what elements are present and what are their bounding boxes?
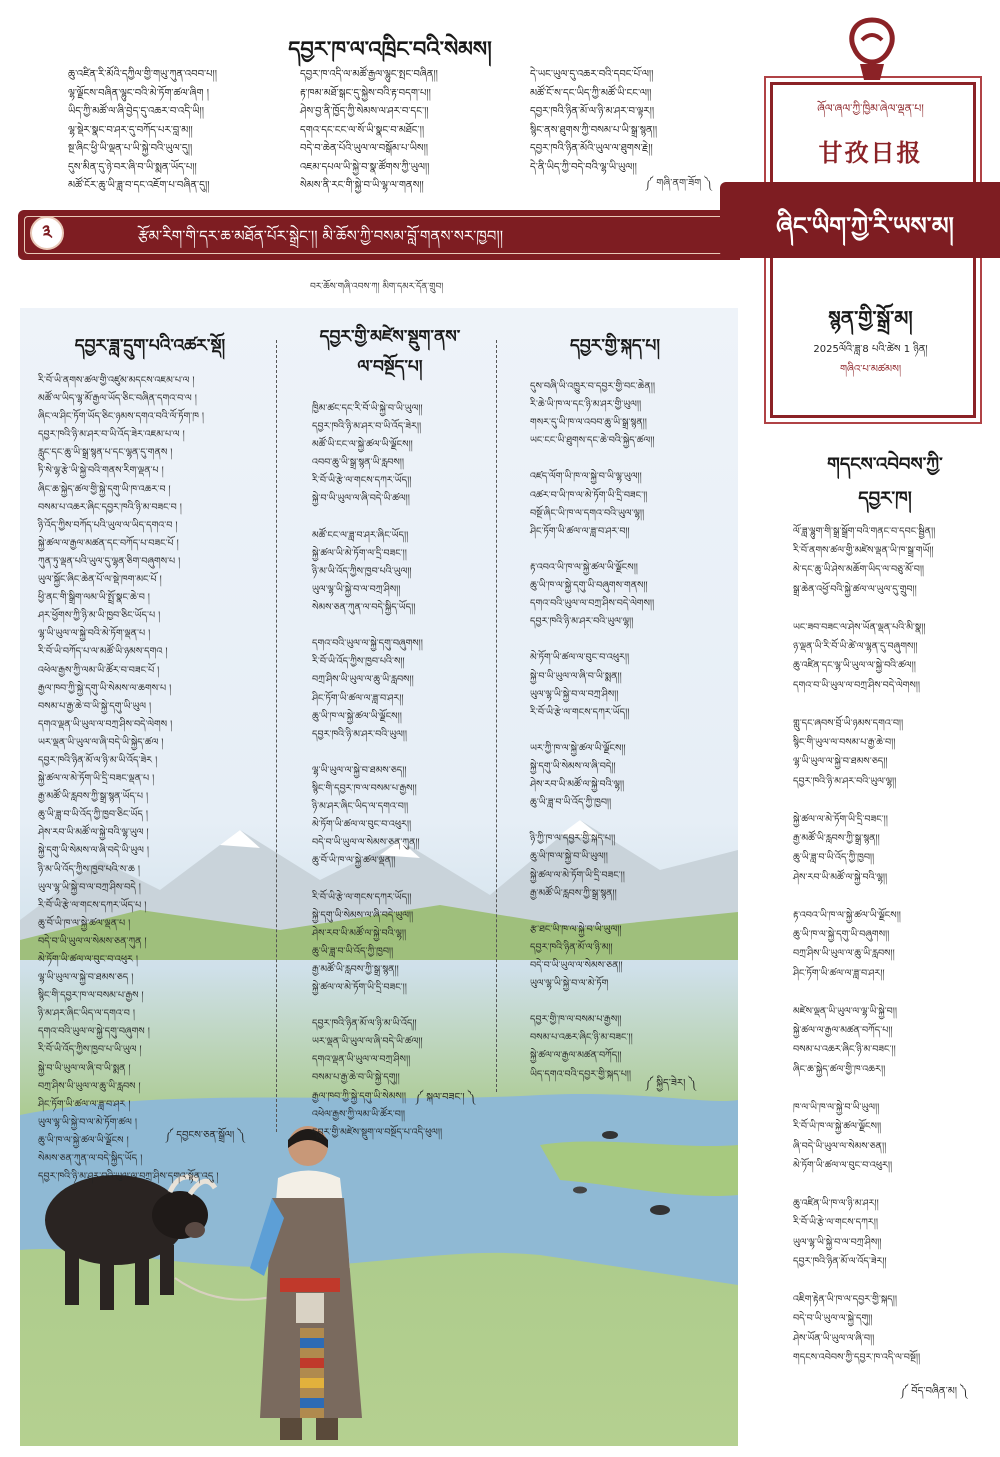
poem-line: དབྱར་ཁའི་ཉི་མ་ཤར་བའི་ཡུལ།། — [312, 728, 408, 740]
poem-line: རྒྱ་མཚོ་ཡི་རླབས་ཀྱི་སྒྲ་སྙན།། — [793, 833, 880, 845]
poem-line: ཉི་མ་ཡི་འོད་ཀྱིས་ཁྱབ་པའི་ས་ཆ ། — [38, 863, 141, 875]
poem-line: རྒྱ་མཚོ་ཡི་རླབས་ཀྱི་སྒྲ་སྙན་ཡོད་པ ། — [38, 791, 149, 803]
poem-line: བདེ་བ་ཡི་ཡུལ་ལ་སེམས་ཅན་ཀུན།། — [312, 837, 420, 849]
poem-line: ཆུ་ཡི་ཁ་ལ་སྐྱེ་དགུ་ཡི་བཞུགས་གནས།། — [530, 580, 648, 592]
poem-line: ཆུ་འཛིན་རི་མོའི་དཀྱིལ་གྱི་གཡུ་ཀུན་འབབ་པ།། — [68, 69, 217, 80]
poem-line: རི་བོ་ཡི་འོད་ཀྱིས་ཁྱབ་པ་ཡི་ཡུལ ། — [38, 1044, 142, 1056]
poem-line — [312, 509, 442, 527]
poem-line — [793, 695, 935, 714]
poem-line: རྟ་འབའ་ཡི་ཁ་ལ་སྐྱེ་ཚལ་ཡི་ལྗོངས།། — [793, 910, 901, 922]
top-poem-col-3 — [530, 66, 657, 177]
poem-line — [312, 997, 442, 1015]
poem-line — [793, 791, 935, 810]
column-1-signature: ༼ དབྱངས་ཅན་སྒྲོལ། ༽ — [165, 1130, 245, 1141]
poem-line — [530, 812, 655, 830]
poem-line: ཡུལ་ལྷ་ཡི་སྐྱེ་བ་ལ་བཀྲ་ཤིས།། — [312, 583, 401, 595]
poem-line: སྐྱེ་དགུ་ཡི་སེམས་ལ་ཞི་བདེ་ཡུལ།། — [312, 909, 414, 921]
poem-line: ཆུ་འཛིན་ཡི་ཁ་ལ་ཉི་མ་ཤར།། — [793, 1198, 879, 1210]
poem-line: སྔ་ཞིང་ཕྱི་ཡི་ལྡན་པ་ཡི་སྐྱེ་བའི་ཡུལ་དུ།། — [68, 143, 193, 154]
poem-line: མེ་ཏོག་ཡི་ཚལ་ལ་བུང་བ་འཕུར།། — [312, 819, 412, 831]
poem-line: རི་བོ་ཡི་རྩེ་ལ་གངས་དཀར་ཡོད།། — [312, 475, 412, 487]
poem-line: དབྱར་ཁའི་ཉིན་མོ་ལ་ཉི་མ་ཤར་བ་ལྟར།། — [530, 106, 655, 117]
column-1-body — [38, 372, 219, 1186]
poem-line: བསམ་པ་འཆར་ཞིང་དབྱར་ཁའི་ཉི་མ་བཟང་བ ། — [38, 501, 182, 513]
poem-line: དབྱར་ཁ་འདི་ལ་མཚོ་རྒྱལ་ལྷུང་སྤང་བཞིན།། — [300, 69, 438, 80]
poem-line: རླུང་དང་ཆུ་ཡི་སྒྲ་སྙན་པ་དང་ལྷན་དུ་གནས ། — [38, 447, 173, 459]
poem-line: དབྱར་གྱི་མཛེས་སྡུག་ལ་བསྔོད་པ་འདི་ཕུལ།། — [312, 1126, 443, 1138]
poem-line: བཀྲ་ཤིས་ཡི་ཡུལ་ལ་ཆུ་ཡི་རླབས།། — [312, 674, 414, 686]
poem-line: ཆུ་བོ་ཡི་ཁ་ལ་སྐྱེ་ཚལ་ལྡན།། — [312, 855, 396, 867]
poem-line: ཀུན་ཏུ་ལྡན་པའི་ཡུལ་དུ་ལྷན་ཅིག་བཞུགས་པ ། — [38, 555, 181, 567]
poem-line: སེམས་ཅན་ཀུན་ལ་བདེ་སྐྱིད་ཡོད ། — [38, 1153, 143, 1165]
poem-line: གསར་དུ་ཡི་ཁ་ལ་འབབ་ཆུ་ཡི་སྒྲ་སྙན།། — [530, 417, 647, 429]
editor-credit: བར་ཆོས་གཞི་འབས་ཀ། མིག་དམར་དོན་གྲུབ། — [310, 282, 444, 292]
poem-line: ཡུལ་ལྷ་ཡི་སྐྱེ་བ་ལ་མེ་ཏོག་ཚལ ། — [38, 1116, 137, 1128]
poem-line: ལྷ་ཡི་ཡུལ་ལ་སྐྱེ་བ་ཐམས་ཅད།། — [793, 756, 888, 768]
poem-line: ཡང་ཟབ་བཟང་ལ་ཤེས་ཡོན་ལྡན་པའི་མི་སྣ།། — [793, 622, 926, 634]
poem-line: འབབ་ཆུ་ཡི་སྒྲ་སྙན་ཡི་རླབས།། — [312, 457, 404, 469]
poem-line: རི་བོ་ཡི་འོད་ཀྱིས་ཁྱབ་པའི་ས།། — [312, 656, 405, 668]
poem-line — [530, 993, 655, 1011]
poem-line: རི་ཆེ་ཡི་ཁ་ལ་དང་ཉི་མ་ཤར་གྱི་ཡུལ།། — [530, 399, 642, 411]
poem-line: སྙིང་གི་ཡུལ་ལ་བསམ་པ་རྒྱ་ཆེ་བ།། — [793, 737, 896, 749]
poem-line: ཆུ་ཡི་ཁ་ལ་སྐྱེ་ཚལ་ཡི་ལྗོངས ། — [38, 1134, 129, 1146]
poem-line: དུས་བཞི་ཡི་འཁྱུར་བ་དབྱར་གྱི་བང་ཆེན།། — [530, 381, 655, 392]
banner-slogan: རྩོམ་རིག་གི་དར་ཆ་མཐོན་པོར་སྒྲེང་།། མི་ཆོས་ཀྱི་བསམ་བློ་གནས་སར་ཁྱབ།། — [138, 227, 504, 245]
poem-line: ཡུལ་ལྷ་ཡི་སྐྱེ་བ་ལ་བཀྲ་ཤིས།། — [793, 1236, 882, 1248]
poem-line: འཕེལ་རྒྱས་ཀྱི་ལམ་ཡི་ཚོར་བ།། — [312, 1108, 406, 1120]
column-2-signature: ༼ སྐལ་བཟང་། ༽ — [415, 1092, 475, 1103]
poem-line: ལྷ་ཡི་ཡུལ་ལ་སྐྱེ་བ་ཐམས་ཅད།། — [312, 764, 407, 776]
poem-line: དགའ་བའི་ཡུལ་ལ་བཀྲ་ཤིས་བདེ་ལེགས།། — [530, 598, 655, 610]
poem-line: མཚོ་ངང་ལ་ཟླ་བ་ཤར་ཞིང་ཡོད།། — [312, 529, 409, 541]
poem-line: སྐྱེ་ཚལ་ལ་རྒྱལ་མཚན་དང་བཀོད་པ་བཟང་པོ ། — [38, 537, 179, 549]
newspaper-title: ཞིང་ཡིག་ཀྱེ་རི་ཡས་མ། — [776, 212, 954, 240]
column-divider — [496, 340, 497, 1092]
column-3-body — [530, 378, 655, 1084]
page-number-badge: ༣ — [30, 216, 64, 250]
edition-label: གཞིའ་པ་མཚམས། — [839, 364, 902, 375]
poem-line: རྩ་ཐང་ཡི་ཁ་ལ་སྐྱེ་བ་ཡི་ཡུལ།། — [530, 923, 622, 935]
poem-line: ཤིང་ཏོག་ཡི་ཚལ་ལ་ཟླ་བ་ཤར་བ།། — [530, 525, 630, 537]
poem-line: ཤེས་རབ་ཡི་མཚོ་ལ་སྐྱེ་བའི་ལྷ།། — [530, 779, 625, 791]
poem-line: སྐྱེ་དགུ་ཡི་སེམས་ལ་ཞི་བདེ་ཡི་ཡུལ ། — [38, 845, 149, 857]
poem-line: ཆུ་ཡི་ཟླ་བ་ཡི་འོད་ཀྱི་ཁྱབ་ཅིང་ཡོད ། — [38, 809, 148, 821]
poem-line: རི་བོ་ཡི་རྩེ་ལ་གངས་དཀར་ཡོད།། — [312, 891, 412, 903]
poem-line — [793, 983, 935, 1002]
poem-line: སྐྱེ་ཚལ་ལ་མེ་ཏོག་ཡི་དྲི་བཟང་།། — [530, 869, 625, 881]
poem-line: སྐྱེ་ཚལ་ལ་རྒྱལ་མཚན་བཀོད་པ།། — [793, 1025, 893, 1037]
poem-line — [793, 1079, 935, 1098]
poem-line: སྐྱེ་ཚལ་ལ་མེ་ཏོག་ཡི་དྲི་བཟང་།། — [793, 814, 888, 826]
poem-line: རི་བོ་ཡི་རྩེ་ལ་གངས་དཀར།། — [793, 1217, 878, 1229]
poem-line: གདངས་འབེབས་ཀྱི་དབྱར་ཁ་འདི་ལ་བསྔོ།། — [793, 1351, 921, 1363]
poem-line — [793, 1271, 935, 1290]
poem-line: ལོ་ཟླ་ལྷུག་གི་སྒྲ་སྒྲོག་བའི་གནང་བ་དབང་སྦྱིན།། — [793, 526, 936, 537]
poem-line: ཡར་ལྡན་ཡི་ཡུལ་ལ་ཞི་བདེ་ཡི་སྐྱེད་ཚལ ། — [38, 736, 164, 748]
right-poem-signature: ༼ བོད་བཞིན་མ། ༽ — [900, 1386, 968, 1397]
poem-line: དབྱར་ཁའི་ཉིན་མོ་ལ་ཉི་མ།། — [530, 941, 613, 953]
poem-line: སྐྱེ་དགུ་ཡི་སེམས་ལ་ཞི་བདེ།། — [530, 760, 616, 772]
column-3-title: དབྱར་གྱི་སྐད་པ། — [570, 336, 660, 356]
poem-line: འཛད་ལོག་ཡི་ཁ་ལ་སྐྱེ་བ་ཡི་ལྷ་ཡུལ།། — [530, 471, 642, 483]
poem-line: ཡར་ལྡན་ཡི་ཡུལ་ལ་ཞི་བདེ་ཡི་ཚལ།། — [312, 1036, 423, 1048]
poem-line: མཚོ་ལ་ཡིད་ལྷ་མོ་རྒྱལ་ཡོད་ཅིང་བཞིན་དགའ་བ་ལ ། — [38, 393, 197, 405]
poem-line: དེ་ཡང་ཡུལ་དུ་འཆར་བའི་དབང་པོ་ལ།། — [530, 69, 654, 80]
poem-line: བདེ་བ་ཡི་ཡུལ་ལ་སྐྱེ་དགུ།། — [793, 1313, 873, 1325]
poem-line: བསམ་པ་འཆར་ཞིང་ཉི་མ་བཟང་།། — [530, 1032, 633, 1044]
poem-line — [530, 903, 655, 921]
poem-line: མེ་ཏོག་ཡི་ཚལ་ལ་བུང་བ་འཕུར ། — [38, 954, 138, 965]
poem-line: སྐྱེ་ཚལ་ལ་མེ་ཏོག་ཡི་དྲི་བཟང་།། — [312, 982, 407, 993]
poem-line: ཤིང་ཏོག་ཡི་ཚལ་ལ་ཟླ་བ་ཤར།། — [312, 692, 404, 704]
poem-line: སྙིང་གི་དབྱར་ཁ་ལ་བསམ་པ་རྒྱས།། — [312, 782, 417, 794]
poem-line: ཕྱི་ནང་གི་སྒྲིག་ལམ་ཡི་སྤྲོ་སྣང་ཆེ་བ ། — [38, 592, 150, 604]
poem-line: འཇམ་དཔལ་ཡི་སྐྱེ་བ་སྣ་ཚོགས་ཀྱི་ཡུལ།། — [300, 161, 430, 173]
poem-line: ལྷ་ལྗོངས་བཞིན་ལྷུང་བའི་མེ་ཏོག་ཚལ་ཞིག ། — [68, 87, 209, 99]
poem-line: མཚོ་ཡི་ངང་ལ་སྐྱེ་ཚལ་ཡི་ལྗོངས།། — [312, 439, 413, 451]
poem-line: ཡུལ་ལྷ་ཡི་སྐྱེ་བ་ལ་མེ་ཏོག — [530, 978, 609, 990]
poem-line: ཆུ་ཡི་ཟླ་བ་ཡི་འོད་ཀྱི་ཁྱབ།། — [793, 852, 875, 864]
poem-line: ཡུལ་སྐྱོང་ཞིང་ཆེན་པོ་ལ་སྡེ་ཁག་མང་པོ ། — [38, 574, 162, 586]
poem-line: འཚར་བ་ཡི་ཁ་ལ་མེ་ཏོག་ཡི་དྲི་བཟང་།། — [530, 489, 648, 501]
poem-line: ཁ་ལ་ཡི་ཁ་ལ་སྐྱེ་བ་ཡི་ཡུལ།། — [793, 1102, 880, 1114]
poem-line: ཡུལ་ལྷ་ཡི་སྐྱེ་བ་ལ་བཀྲ་ཤིས།། — [530, 688, 619, 700]
poem-line: དགའ་དང་ངང་ལ་སོ་ཡི་སྣང་བ་མཐོང་།། — [300, 124, 425, 136]
poem-line: ཉི་མ་ཤར་ཞིང་ཡིད་ལ་དགའ་བ།། — [312, 801, 409, 813]
poem-line: དགའ་བའི་ཡུལ་ལ་སྐྱེ་དགུ་བཞུགས ། — [38, 1026, 150, 1038]
poem-line: ཡིད་ཀྱི་མཚོ་ལ་ཞི་བྱེད་དུ་འཆར་བ་འདི་ཡི།། — [68, 106, 204, 117]
poem-line: སྐྱེ་ཚལ་ལ་མེ་ཏོག་ཡི་དྲི་བཟང་ལྡན་པ ། — [38, 773, 155, 785]
poem-line: ཉི་ཀྱི་ཁ་ལ་དབྱར་གྱི་སྐད་པ།། — [530, 833, 616, 845]
poem-line: ལྷ་ཡི་ཡུལ་ལ་སྐྱེ་བ་ཐམས་ཅད ། — [38, 972, 134, 984]
poem-line: ཞི་བདེ་ཡི་ཡུལ་ལ་སེམས་ཅན།། — [793, 1140, 887, 1152]
poem-line: དབྱར་ཁའི་ཉི་མ་ཤར་བ་ཡི་འོད་ཟེར།། — [312, 421, 422, 433]
poem-line: དབྱར་ཁའི་ཉི་མ་ཤར་བའི་ཡུལ་ལྷ།། — [530, 616, 634, 628]
column-2-title — [290, 322, 490, 382]
poem-line — [312, 617, 442, 635]
poem-line — [312, 744, 442, 762]
poem-line: བསམ་པ་རྒྱ་ཆེ་བ་ཡི་སྐྱེ་དགུ་ཡི་ཡུལ ། — [38, 700, 152, 712]
poem-line: བཀྲ་ཤིས་ཡི་ཡུལ་ལ་ཆུ་ཡི་རླབས།། — [793, 948, 895, 960]
poem-line — [530, 450, 655, 468]
poem-line: ཡིད་དགའ་བའི་དབྱར་གྱི་སྐད་པ།། — [530, 1068, 632, 1080]
masthead-top-line: ཞོལ་ཞལ་ཀྱི་ཁྱིམ་ཞེལ་ལྡན་པ། — [817, 102, 924, 115]
poem-line — [793, 599, 935, 618]
poem-line: ཆུ་ཡི་ཟླ་བ་ཡི་འོད་ཀྱི་ཁྱབ།། — [530, 797, 612, 809]
poem-line: རི་བོ་ཡི་ནགས་ཚལ་གྱི་འཛུམ་མདངས་འཇམ་པ་ལ ། — [38, 375, 195, 386]
poem-line: ཁྱིམ་ཚང་དང་རི་བོ་ཡི་སྐྱེ་བ་ཡི་ཡུལ།། — [312, 403, 423, 414]
top-poem-title: དབྱར་ཁ་ལ་འཁྲིང་བའི་སེམས། — [288, 37, 492, 61]
poem-line: བསྔོ་ཞིང་ཡི་ཁ་ལ་དགའ་བའི་ཡུལ་ལྷ།། — [530, 507, 645, 519]
poem-line: བསམ་པ་འཆར་ཞིང་ཉི་མ་བཟང་།། — [793, 1044, 896, 1056]
poem-line: ཤར་ཕྱོགས་ཀྱི་ཉི་མ་ཡི་ཁྱབ་ཅིང་ཡོད་པ ། — [38, 610, 161, 622]
poem-line: དགའ་ལྡན་ཡི་ཡུལ་ལ་བཀྲ་ཤིས།། — [312, 1054, 411, 1066]
column-2-title-line-1: དབྱར་གྱི་མཛེས་སྡུག་ནས་ — [319, 327, 461, 347]
poem-line: ཤིང་ཏོག་ཡི་ཚལ་ལ་ཟླ་བ་ཤར།། — [793, 967, 885, 979]
poem-line — [793, 887, 935, 906]
poem-line: འཕེལ་རྒྱས་ཀྱི་ལམ་ཡི་ཚོར་བ་བཟང་པོ ། — [38, 664, 160, 676]
poem-line: རི་བོ་ཡི་རྩེ་ལ་གངས་དཀར་ཡོད།། — [530, 706, 630, 718]
poem-line: དགའ་བའི་ཡུལ་ལ་སྐྱེ་དགུ་བཞུགས།། — [312, 638, 423, 650]
poem-line: ཆུ་ཡི་ཟླ་བ་ཡི་འོད་ཀྱི་ཁྱབ།། — [312, 945, 394, 957]
poem-line: ལྷ་སྡེར་སྣང་བ་ཤར་དུ་བཀོད་པར་བླ་མ།། — [68, 124, 193, 136]
poem-line: འཇིག་རྟེན་ཡི་ཁ་ལ་དབྱར་གྱི་སྐད།། — [793, 1294, 897, 1306]
poem-line — [793, 1175, 935, 1194]
poem-line: རི་བོ་ཡི་བཀོད་པ་ལ་མཚོ་ཡི་ཉམས་དགའ ། — [38, 646, 168, 658]
poem-line: དབྱར་ཁའི་ཉི་མ་ཤར་བའི་ཡུལ་ལྷ།། — [793, 775, 897, 787]
poem-line: ཉི་མ་ཡི་འོད་ཀྱིས་ཁྱབ་པའི་ཡུལ།། — [312, 565, 412, 577]
poem-line: ཡུལ་ལྷ་ཡི་སྐྱེ་བ་ལ་བཀྲ་ཤིས་བདེ ། — [38, 881, 141, 893]
poem-line: མེ་ཏོག་ཡི་ཚལ་ལ་བུང་བ་འཕུར།། — [530, 652, 630, 664]
poem-line: ཞིང་ཆ་སྐྱེད་ཚལ་གྱི་ཁ་འཆར།། — [793, 1063, 886, 1075]
poem-line: ཆུ་བོ་ཡི་ཁ་ལ་སྐྱེ་ཚལ་ལྡན་པ ། — [38, 917, 131, 929]
section-name: སྙན་གྱི་སྒྲོ་མ། — [828, 306, 913, 330]
woman-figure-icon — [240, 1118, 380, 1448]
poem-line: རྟ་ཁམ་མཐོ་སྒང་དུ་སྐྱེས་བའི་རྟ་བདག་པ།། — [300, 87, 431, 99]
poem-line: སྒྲ་ཆེན་འཕྱོ་བའི་སྐྱེ་ཚལ་ལ་ཡུལ་དུ་གྲུབ།། — [793, 583, 917, 595]
poem-line: ཤིང་ཏོག་ཡི་ཚལ་ལ་ཟླ་བ་ཤར ། — [38, 1098, 131, 1110]
poem-line: དགའ་བ་ཡི་ཡུལ་ལ་བཀྲ་ཤིས་བདེ་ལེགས།། — [793, 679, 920, 691]
poem-line — [530, 541, 655, 559]
poem-line: བདེ་བ་ཡི་ཡུལ་ལ་སེམས་ཅན།། — [530, 960, 623, 971]
poem-line: ཡང་ངང་ཡི་ཐུགས་དང་ཆེ་བའི་སྐྱེད་ཚལ།། — [530, 435, 655, 447]
poem-line: ཞིང་ལ་ཤིང་ཏོག་ཡོད་ཅིང་ཉམས་དགའ་བའི་ལོ་ཏོག་ཁ ། — [38, 411, 205, 423]
poem-line: སེམས་ཅན་ཀུན་ལ་བདེ་སྐྱིད་ཡོད།། — [312, 602, 416, 614]
poem-line: མཚོ་ངོ་ས་དང་ཡིད་ཀྱི་མཚོ་ཡི་ངང་ལ།། — [530, 87, 652, 99]
poem-line: བདེ་བ་ཡི་ཡུལ་ལ་སེམས་ཅན་ཀུན ། — [38, 935, 147, 947]
poem-line: ལྷ་ཡི་ཡུལ་ལ་སྐྱེ་བའི་མེ་ཏོག་ལྡན་པ ། — [38, 628, 151, 640]
poem-line: དབྱར་ཁའི་ཉིན་མོའི་ཡུལ་ལ་ཐུགས་རྗེ།། — [530, 143, 653, 154]
column-2-title-line-2: ལ་བསྔོད་པ། — [357, 357, 423, 377]
masthead-chinese-title: 甘孜日报 — [818, 139, 923, 167]
poem-line: མེ་དང་ཆུ་ཡི་ཤེས་མཆོག་ཡིད་ལ་བཅུ་མོ་བ།། — [793, 564, 925, 576]
poem-line: ཤེས་བྱ་ནི་ཁྱོད་ཀྱི་སེམས་ལ་ཤར་བ་དང་།། — [300, 106, 429, 117]
poem-line: སྐྱེ་བ་ཡི་ཡུལ་ལ་ཞི་བ་ཡི་སྨན།། — [530, 670, 622, 682]
poem-line: རྒྱལ་ཁབ་ཀྱི་སྐྱེ་དགུ་ཡི་སེམས།། — [312, 1090, 406, 1102]
column-2-body — [312, 400, 442, 1142]
poem-line: བཀྲ་ཤིས་ཡི་ཡུལ་ལ་ཆུ་ཡི་རླབས ། — [38, 1080, 141, 1092]
poem-line: མཚོ་ངོར་ཆུ་ཡི་ཟླ་བ་དང་འཇོག་པ་བཞིན་དུ།། — [68, 180, 210, 191]
column-1-title: དབྱར་ཟླ་དྲུག་པའི་འཚར་སྡོ། — [74, 336, 226, 356]
poem-line: ཆུ་ཡི་ཁ་ལ་སྐྱེ་ཚལ་ཡི་ལྗོངས།། — [312, 710, 402, 722]
poem-line: ཉི་འོད་ཀྱིས་བཀོད་པའི་ཡུལ་ལ་ཡིད་དགའ་བ ། — [38, 519, 178, 531]
poem-line: སེམས་ནི་རང་གི་སྐྱེ་བ་ཡི་ལྷ་ལ་གནས།། — [300, 180, 424, 191]
poem-line: བསམ་པ་རྒྱ་ཆེ་བ་ཡི་སྐྱེ་དགུ།། — [312, 1072, 400, 1084]
poem-line: དབྱར་ཁའི་ཉི་མ་ཤར་བའི་ཡུལ་ལ་བཀྲ་ཤིས་དགའ་སྟོན་འདུ ། — [38, 1171, 219, 1183]
right-poem-title-line-1: གདངས་འབེབས་ཀྱི་ — [827, 454, 943, 475]
poem-line — [530, 631, 655, 649]
poem-line: ཤེས་རབ་ཡི་མཚོ་ལ་སྐྱེ་བའི་ལྷ།། — [312, 927, 407, 939]
top-poem-signature: ༼ གཞི་ནག་ཟོག ༽ — [645, 178, 712, 189]
poem-line: ཆུ་ཡི་ཁ་ལ་སྐྱེ་དགུ་ཡི་བཞུགས།། — [793, 929, 890, 941]
poem-line: ཞིང་ཆ་སྐྱེད་ཚལ་གྱི་སྐྱེ་དགུ་ཡི་ཁ་འཆར་བ ། — [38, 483, 171, 495]
poem-line: རྒྱ་མཚོ་ཡི་རླབས་ཀྱི་སྒྲ་སྙན།། — [530, 887, 617, 899]
poem-line: ཆུ་ཡི་ཁ་ལ་སྐྱེ་བ་ཡི་ཡུལ།། — [530, 851, 608, 863]
poem-line: རྒྱལ་ཁབ་ཀྱི་སྐྱེ་དགུ་ཡི་སེམས་ལ་ཆགས་པ ། — [38, 682, 172, 694]
poem-line: དབྱར་ཁའི་ཉིན་མོ་ལ་ཉི་མ་ཡི་འོད།། — [312, 1018, 417, 1030]
column-divider — [276, 340, 277, 1132]
poem-line: ཤེས་ཡོན་ཡི་ཡུལ་ལ་ཞི་བ།། — [793, 1332, 875, 1344]
poem-line: དབྱར་ཁའི་ཉི་མ་ཤར་བ་ཡི་འོད་ཟེར་འཇམ་པ་ལ ། — [38, 429, 185, 441]
poem-line: ཉ་ལྡན་ཡི་རི་བོ་ཡི་ཚེ་ལ་ལྷན་དུ་བཞུགས།། — [793, 641, 918, 653]
poem-line: མཛེས་ལྡན་ཡི་ཡུལ་ལ་ལྷ་ཡི་སྐྱེ་བ།། — [793, 1006, 897, 1018]
poem-line: སྐྱེ་བ་ཡི་ཡུལ་ལ་ཞི་བདེ་ཡི་ཚལ།། — [312, 493, 410, 505]
poem-line: ཆུ་འཛིན་དང་ལྷ་ཡི་ཡུལ་ལ་སྐྱེ་བའི་ཚལ།། — [793, 660, 916, 672]
column-3-signature: ༼ སྐྱིད་ཟེར། ༽ — [645, 1078, 696, 1089]
poem-line: དེ་ནི་ཡིད་ཀྱི་བདེ་བའི་ལྷ་ཡི་ཡུལ།། — [530, 161, 637, 173]
right-poem-body — [793, 522, 935, 1367]
poem-line: སྙིང་ནས་ཐུགས་ཀྱི་བསམ་པ་ཡི་སྒྲ་སྙན།། — [530, 124, 658, 136]
poem-line: ཏི་སེ་ལྷ་རྩེ་ཡི་སྐྱེ་བའི་གནས་རིག་ལྡན་པ ། — [38, 465, 164, 477]
top-poem-col-2 — [300, 66, 438, 196]
poem-line: ཤེས་རབ་ཡི་མཚོ་ལ་སྐྱེ་བའི་ལྷ།། — [793, 871, 888, 883]
issue-date: 2025ལོའི་ཟླ་8 པའི་ཚེས 1 ཉིན། — [813, 344, 928, 355]
poem-line: དབྱར་ཁའི་ཉིན་མོ་ལ་ཉི་མ་ཡི་འོད་ཟེར ། — [38, 754, 158, 766]
poem-line: དགའ་ལྡན་ཡི་ཡུལ་ལ་བཀྲ་ཤིས་བདེ་ལེགས ། — [38, 718, 173, 730]
poem-line: ཤེས་རབ་ཡི་མཚོ་ལ་སྐྱེ་བའི་ལྷ་ཡུལ ། — [38, 827, 149, 839]
poem-line: རི་བོ་ཡི་ཁ་ལ་སྐྱེ་ཚལ་ལྗོངས།། — [793, 1121, 882, 1133]
poem-line: ཉི་མ་ཤར་ཞིང་ཡིད་ལ་དགའ་བ ། — [38, 1008, 136, 1020]
poem-line: གླུ་དང་ཞབས་བྲོ་ཡི་ཉམས་དགའ་བ།། — [793, 718, 904, 730]
poem-line: རི་བོ་ནགས་ཚལ་གྱི་མཛེས་ལྡན་ཡི་ཁ་སྒྲ་གཡོ།། — [793, 545, 934, 557]
poem-line — [312, 870, 442, 888]
poem-line: དུས་མིན་དུ་ཉེ་བར་ཞི་བ་ཡི་སྨན་ཡོད་པ།། — [68, 161, 197, 173]
poem-line — [530, 722, 655, 740]
poem-line: སྙིང་གི་དབྱར་ཁ་ལ་བསམ་པ་རྒྱས ། — [38, 990, 144, 1002]
poem-line: སྐྱེ་ཚལ་ཡི་མེ་ཏོག་ལ་དྲི་བཟང་།། — [312, 547, 407, 559]
right-poem-title — [790, 448, 980, 516]
poem-line: སྐྱེ་ཚལ་ལ་རྒྱལ་མཚན་བཀོད།། — [530, 1050, 622, 1062]
poem-line: དབྱར་ཁའི་ཉིན་མོ་ལ་འོད་ཟེར།། — [793, 1255, 887, 1267]
section-banner — [18, 210, 740, 260]
poem-line: དབྱར་གྱི་ཁ་ལ་བསམ་པ་རྒྱས།། — [530, 1014, 622, 1026]
poem-line: སྐྱེ་བ་ཡི་ཡུལ་ལ་ཞི་བ་ཡི་སྨན ། — [38, 1062, 131, 1074]
poem-line: རྒྱ་མཚོ་ཡི་རླབས་ཀྱི་སྒྲ་སྙན།། — [312, 963, 399, 975]
poem-line: ཡར་ཀྱི་ཁ་ལ་སྐྱེ་ཚལ་ཡི་ལྗོངས།། — [530, 742, 626, 754]
ornament-icon — [840, 14, 904, 86]
right-poem-title-line-2: དབྱར་ཁ། — [858, 488, 912, 509]
top-poem-col-1 — [68, 66, 217, 196]
poem-line: རི་བོ་ཡི་རྩེ་ལ་གངས་དཀར་ཡོད་པ ། — [38, 899, 147, 911]
poem-line: མེ་ཏོག་ཡི་ཚལ་ལ་བུང་བ་འཕུར།། — [793, 1159, 893, 1171]
poem-line: རྟ་འབའ་ཡི་ཁ་ལ་སྐྱེ་ཚལ་ཡི་ལྗོངས།། — [530, 561, 638, 573]
poem-line: བདེ་བ་ཆེན་པོའི་ཡུལ་ལ་བསྒོམ་པ་ཡིས།། — [300, 143, 429, 154]
